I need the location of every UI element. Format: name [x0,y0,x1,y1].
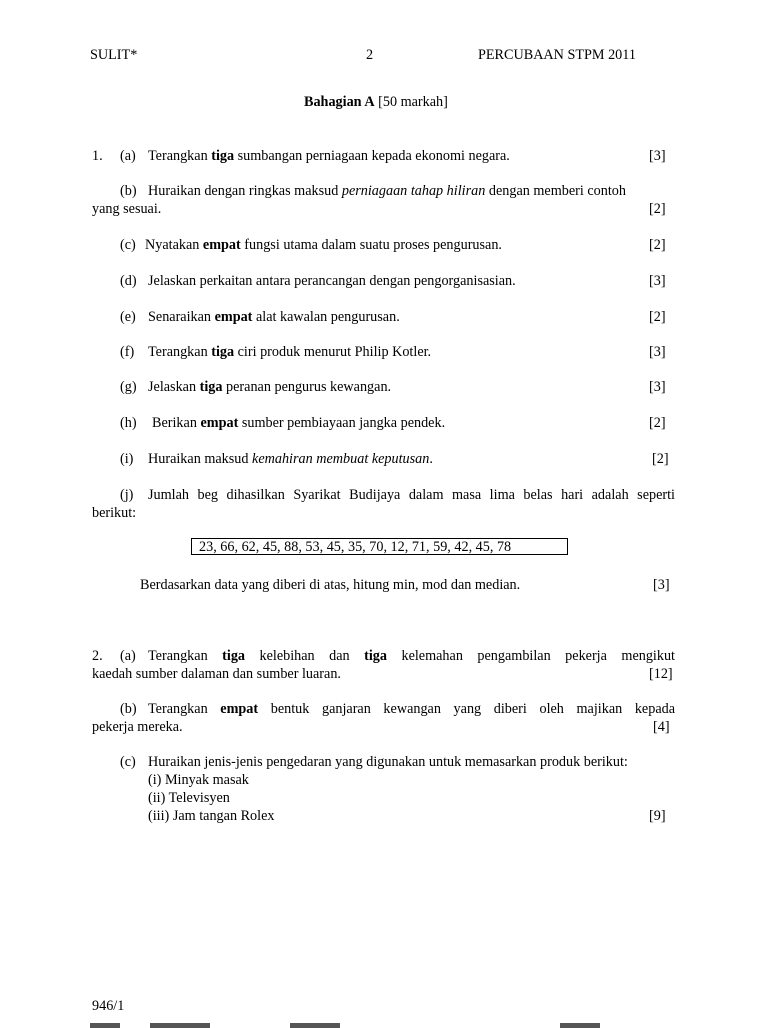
q1-b-text-line2: yang sesuai. [92,201,162,217]
q1-j-text-line2: berikut: [92,505,137,521]
q1-h-mark: [2] [649,415,666,431]
q1-i-text: Huraikan maksud kemahiran membuat keputusan. [148,451,433,467]
q1-j-label: (j) [120,487,134,503]
q1-h-text: Berikan empat sumber pembiayaan jangka pendek. [152,415,446,431]
q2-a-label: (a) [120,648,136,664]
q1-number: 1. [92,148,103,164]
section-title [304,93,448,111]
q1-c-text: Nyatakan empat fungsi utama dalam suatu proses pengurusan. [145,237,502,253]
q2-b-text-line2: pekerja mereka. [92,719,183,735]
q1-j-instruction: Berdasarkan data yang diberi di atas, hitung min, mod dan median. [140,577,521,593]
q2-c-mark: [9] [649,808,666,824]
q1-f-mark: [3] [649,344,666,360]
q1-i-mark: [2] [652,451,669,467]
q1-j-text: Jumlah beg dihasilkan Syarikat Budijaya dalam masa lima belas hari adalah seperti [148,487,675,503]
data-values: 23, 66, 62, 45, 88, 53, 45, 35, 70, 12, 71, 59, 42, 45, 78 [199,539,512,555]
q1-g-label: (g) [120,379,137,395]
q1-c-mark: [2] [649,237,666,253]
q1-d-label: (d) [120,273,137,289]
q2-a-text: Terangkan tiga kelebihan dan tiga kelemahan pengambilan pekerja mengikut [148,648,675,664]
q2-a-mark: [12] [649,666,673,682]
q2-b-label: (b) [120,701,137,717]
q2-c-item-1: (i) Minyak masak [148,772,249,788]
q2-number: 2. [92,648,103,664]
q1-f-label: (f) [120,344,135,360]
q1-i-label: (i) [120,451,134,467]
q1-g-text: Jelaskan tiga peranan pengurus kewangan. [148,379,392,395]
q1-e-label: (e) [120,309,136,325]
q1-e-text: Senaraikan empat alat kawalan pengurusan. [148,309,400,325]
data-box [191,538,568,555]
q2-b-text: Terangkan empat bentuk ganjaran kewangan yang diberi oleh majikan kepada [148,701,676,717]
q2-c-label: (c) [120,754,136,770]
q1-b-label: (b) [120,183,137,199]
header-exam-title: PERCUBAAN STPM 2011 [478,47,636,63]
q1-a-mark: [3] [649,148,666,164]
q1-c-label: (c) [120,237,136,253]
q1-g-mark: [3] [649,379,666,395]
q2-c-item-3: (iii) Jam tangan Rolex [148,808,275,824]
footer-paper-code: 946/1 [92,998,125,1014]
header-sulit: SULIT* [90,47,138,63]
page-number: 2 [366,47,374,63]
q2-a-text-line2: kaedah sumber dalaman dan sumber luaran. [92,666,341,682]
q1-h-label: (h) [120,415,137,431]
q1-e-mark: [2] [649,309,666,325]
q1-a-text: Terangkan tiga sumbangan perniagaan kepada ekonomi negara. [148,148,510,164]
section-marks: [50 markah] [378,94,448,110]
q2-c-item-2: (ii) Televisyen [148,790,230,806]
q1-j-mark: [3] [653,577,670,593]
q1-f-text: Terangkan tiga ciri produk menurut Philip Kotler. [148,344,432,360]
q1-b-mark: [2] [649,201,666,217]
footer-cropped-text-line [90,1016,680,1028]
section-name: Bahagian A [304,94,375,110]
q1-d-text: Jelaskan perkaitan antara perancangan dengan pengorganisasian. [148,273,516,289]
q1-d-mark: [3] [649,273,666,289]
q2-c-text: Huraikan jenis-jenis pengedaran yang digunakan untuk memasarkan produk berikut: [148,754,628,770]
q1-b-text: Huraikan dengan ringkas maksud perniagaan tahap hiliran dengan memberi contoh [148,183,626,199]
q1-a-label: (a) [120,148,136,164]
q2-b-mark: [4] [653,719,670,735]
